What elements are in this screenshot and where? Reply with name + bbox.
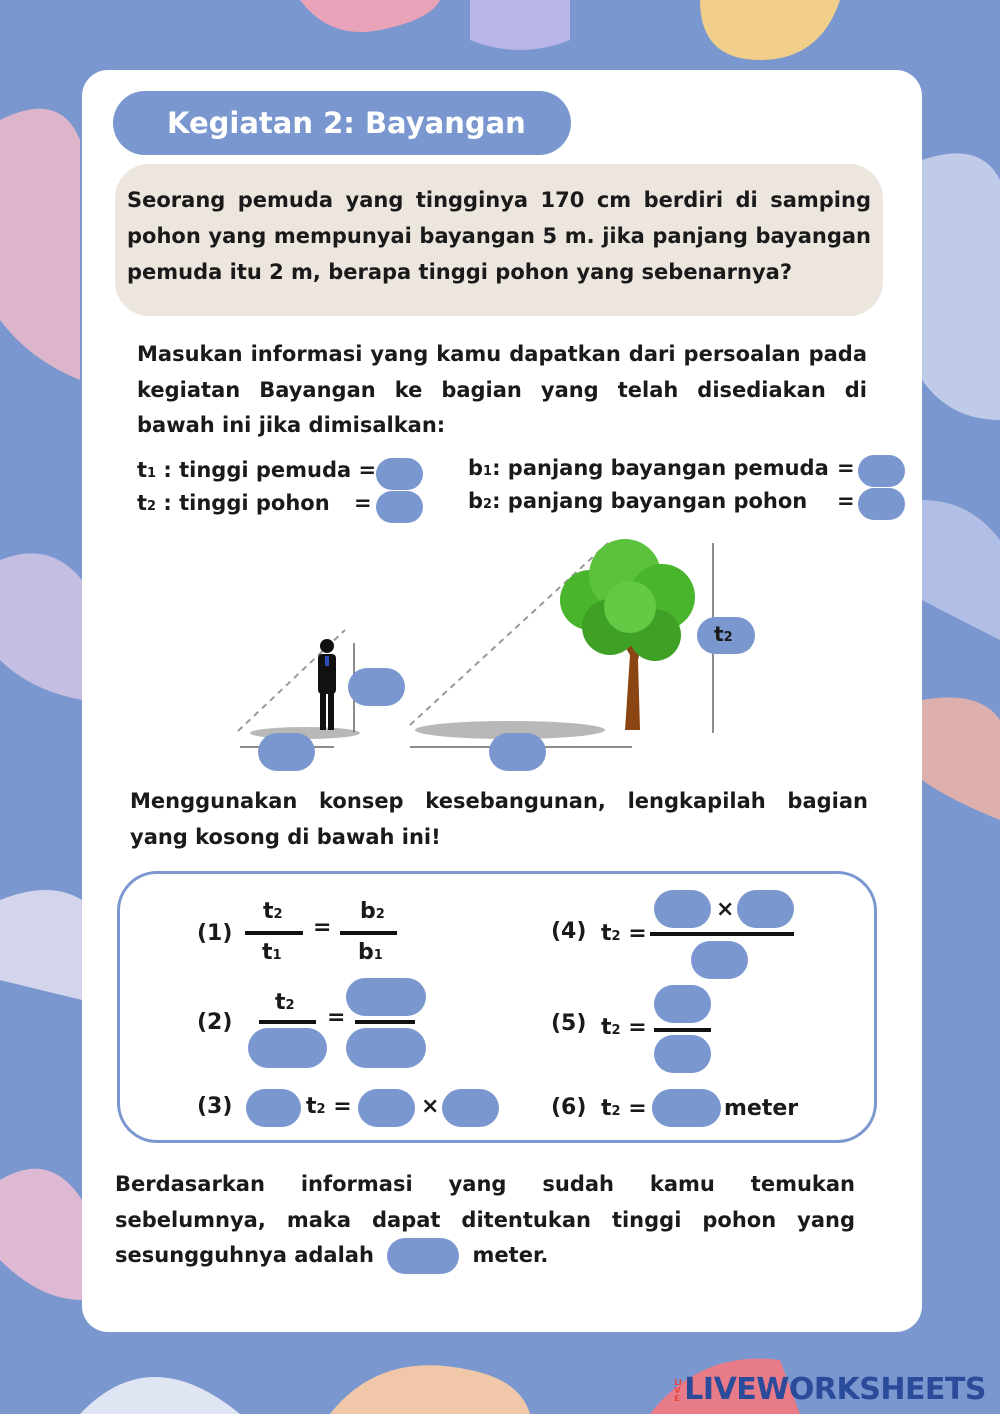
man-shadow-input[interactable] bbox=[258, 733, 315, 771]
var-b2-equals: = bbox=[837, 489, 855, 513]
var-b1-label: b1: panjang bayangan pemuda bbox=[468, 456, 829, 480]
eq1-num-t2: t2 bbox=[263, 899, 283, 924]
var-t2-equals: = bbox=[354, 491, 372, 515]
var-b2-input[interactable] bbox=[858, 488, 905, 520]
eq1-right-fraction-bar bbox=[340, 931, 397, 935]
eq2-equals: = bbox=[327, 1005, 346, 1030]
eq4-fraction-bar bbox=[650, 932, 794, 936]
eq1-den-t1: t1 bbox=[262, 940, 282, 965]
question-text: Seorang pemuda yang tingginya 170 cm berdiri di samping pohon yang mempunyai bayangan 5 m. jika panjang bayangan pemuda itu 2 m, berapa tinggi pohon yang sebenarnya? bbox=[115, 164, 883, 316]
eq2-left-fraction-bar bbox=[259, 1020, 316, 1024]
var-t1-input[interactable] bbox=[376, 458, 423, 490]
eq2-right-den-input[interactable] bbox=[346, 1028, 426, 1068]
eq2-num-t2: t2 bbox=[275, 990, 295, 1015]
eq3-coefficient-input[interactable] bbox=[246, 1089, 301, 1127]
var-b2-label: b2: panjang bayangan pohon bbox=[468, 489, 808, 513]
activity-title: Kegiatan 2: Bayangan bbox=[113, 91, 571, 155]
eq5-num-input[interactable] bbox=[654, 985, 711, 1023]
eq1-den-b1: b1 bbox=[358, 940, 383, 965]
eq6-t2: t2 = bbox=[601, 1096, 647, 1121]
var-b1-input[interactable] bbox=[858, 455, 905, 487]
eq2-left-den-input[interactable] bbox=[248, 1028, 327, 1068]
eq5-fraction-bar bbox=[654, 1028, 711, 1032]
eq4-times: × bbox=[716, 897, 735, 922]
instruction2-text: Menggunakan konsep kesebangunan, lengkapilah bagian yang kosong di bawah ini! bbox=[130, 789, 868, 849]
conclusion-answer-input[interactable] bbox=[387, 1238, 459, 1274]
eq4-num2-input[interactable] bbox=[737, 890, 794, 928]
eq2-number: (2) bbox=[197, 1010, 233, 1035]
eq4-t2: t2 = bbox=[601, 921, 647, 946]
eq6-meter-label: meter bbox=[724, 1096, 799, 1121]
eq4-num1-input[interactable] bbox=[654, 890, 711, 928]
eq2-right-num-input[interactable] bbox=[346, 978, 426, 1016]
var-t2-label: t2 : tinggi pohon bbox=[137, 491, 330, 515]
eq4-den-input[interactable] bbox=[691, 941, 748, 979]
eq4-number: (4) bbox=[551, 919, 587, 944]
eq1-number: (1) bbox=[197, 921, 233, 946]
instruction-text: Masukan informasi yang kamu dapatkan dari persoalan pada kegiatan Bayangan ke bagian yang telah disediakan di bawah ini jika dimisalkan: bbox=[137, 342, 867, 437]
conclusion-text: Berdasarkan informasi yang sudah kamu temukan sebelumnya, maka dapat ditentukan tinggi pohon yang sesungguhnya adalah meter. bbox=[115, 1167, 855, 1274]
tree-shadow-input[interactable] bbox=[489, 733, 546, 771]
eq3-number: (3) bbox=[197, 1094, 233, 1119]
var-t2-input[interactable] bbox=[376, 491, 423, 523]
tree-height-label: t2 bbox=[697, 617, 755, 654]
var-t1-label: t1 : tinggi pemuda = bbox=[137, 458, 377, 482]
eq1-left-fraction-bar bbox=[245, 931, 303, 935]
eq6-number: (6) bbox=[551, 1095, 587, 1120]
eq5-number: (5) bbox=[551, 1011, 587, 1036]
eq3-t2: t2 = bbox=[306, 1094, 352, 1119]
logo-mark: LIVE bbox=[674, 1377, 682, 1403]
eq5-den-input[interactable] bbox=[654, 1035, 711, 1073]
tree-sun-ray bbox=[410, 543, 608, 725]
liveworksheets-logo[interactable]: LIVE LIVEWORKSHEETS bbox=[674, 1372, 986, 1407]
eq5-t2: t2 = bbox=[601, 1015, 647, 1040]
man-height-input[interactable] bbox=[348, 668, 405, 706]
eq3-factor2-input[interactable] bbox=[442, 1089, 499, 1127]
eq3-factor1-input[interactable] bbox=[358, 1089, 415, 1127]
eq6-answer-input[interactable] bbox=[652, 1089, 721, 1127]
var-b1-equals: = bbox=[837, 456, 855, 480]
eq2-right-fraction-bar bbox=[355, 1020, 415, 1024]
eq3-times: × bbox=[421, 1094, 440, 1119]
eq1-equals: = bbox=[313, 915, 332, 940]
eq1-num-b2: b2 bbox=[360, 899, 385, 924]
